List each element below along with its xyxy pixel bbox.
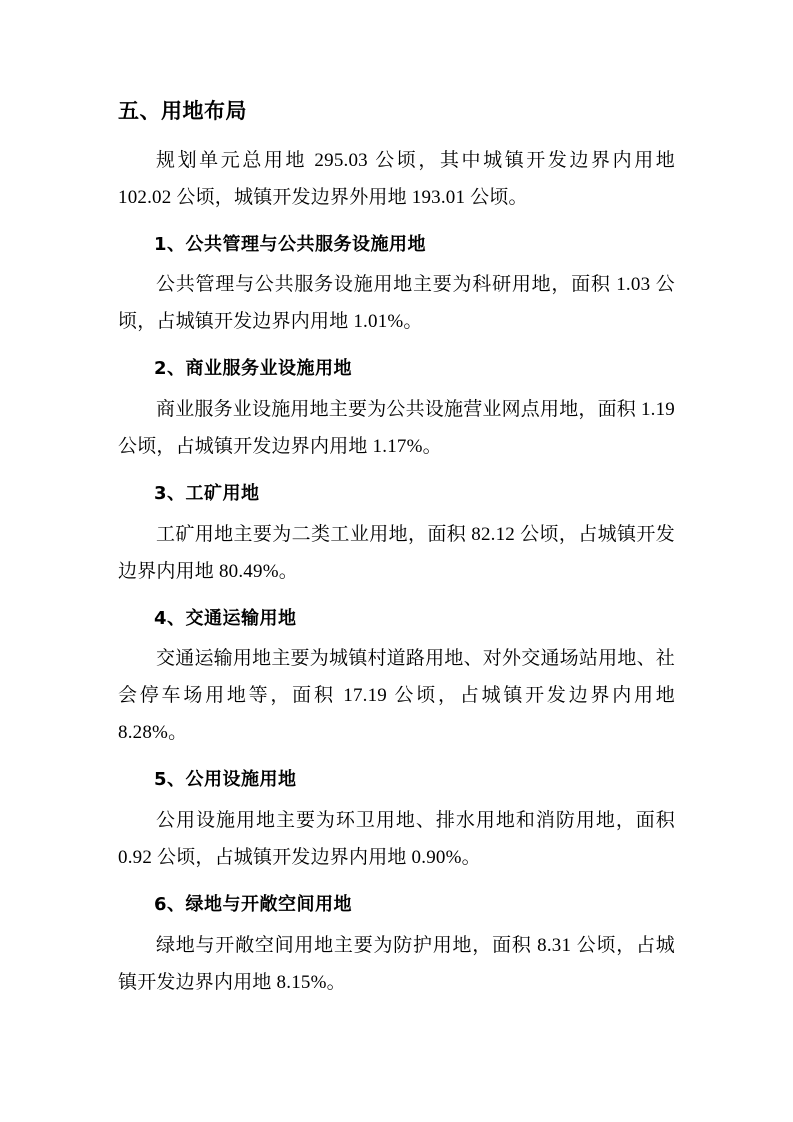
subsection-heading-2: 2、商业服务业设施用地 bbox=[154, 358, 353, 380]
subsection-paragraph-4: 交通运输用地主要为城镇村道路用地、对外交通场站用地、社会停车场用地等，面积 17.19 公顷，占城镇开发边界内用地 8.28%。 bbox=[118, 648, 675, 744]
subsection-paragraph-1: 公共管理与公共服务设施用地主要为科研用地，面积 1.03 公顷，占城镇开发边界内用地 1.01%。 bbox=[118, 274, 675, 333]
subsection-heading-5: 5、公用设施用地 bbox=[154, 769, 297, 791]
document-body bbox=[118, 96, 675, 1001]
intro-paragraph: 规划单元总用地 295.03 公顷，其中城镇开发边界内用地 102.02 公顷，城镇开发边界外用地 193.01 公顷。 bbox=[118, 149, 675, 208]
subsection-heading-4: 4、交通运输用地 bbox=[154, 607, 297, 629]
subsection-paragraph-3: 工矿用地主要为二类工业用地，面积 82.12 公顷，占城镇开发边界内用地 80.49%。 bbox=[118, 523, 675, 582]
subsection-paragraph-5: 公用设施用地主要为环卫用地、排水用地和消防用地，面积 0.92 公顷，占城镇开发边界内用地 0.90%。 bbox=[118, 809, 675, 869]
subsection-heading-1: 1、公共管理与公共服务设施用地 bbox=[154, 233, 427, 255]
page-title: 五、用地布局 bbox=[118, 99, 247, 123]
subsection-paragraph-6: 绿地与开敞空间用地主要为防护用地，面积 8.31 公顷，占城镇开发边界内用地 8.15%。 bbox=[118, 934, 675, 993]
subsection-paragraph-2: 商业服务业设施用地主要为公共设施营业网点用地，面积 1.19 公顷，占城镇开发边界内用地 1.17%。 bbox=[118, 398, 676, 457]
subsection-heading-3: 3、工矿用地 bbox=[154, 482, 260, 504]
subsection-heading-6: 6、绿地与开敞空间用地 bbox=[154, 894, 353, 916]
